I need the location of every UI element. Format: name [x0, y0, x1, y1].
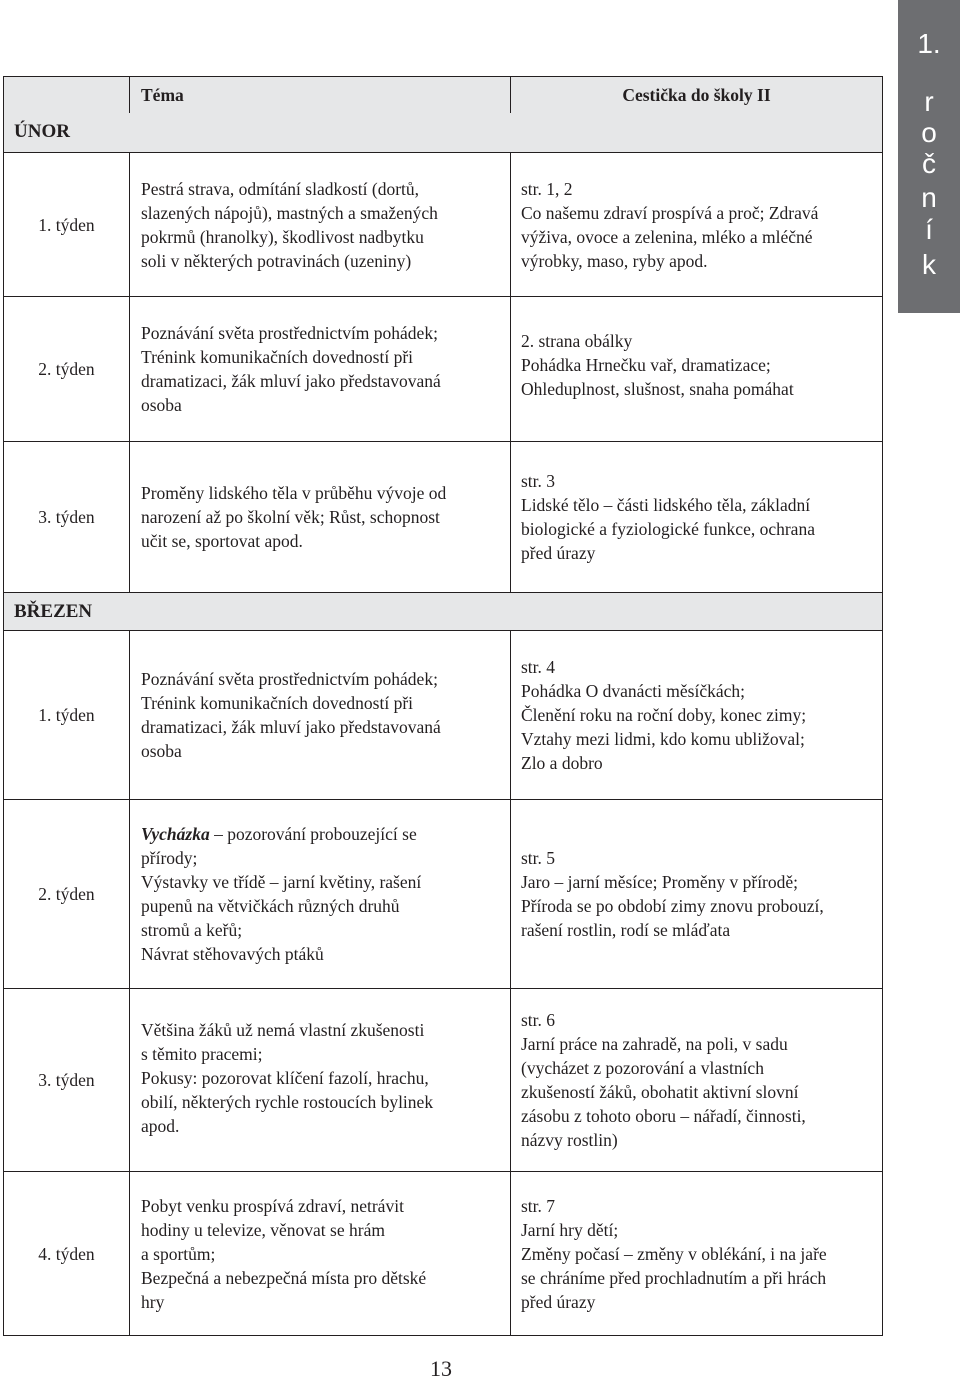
topic-line: Trénink komunikačních dovedností při	[141, 693, 414, 713]
side-tab-char: o	[921, 117, 937, 148]
reference-line: Jaro – jarní měsíce; Proměny v přírodě;	[521, 872, 799, 892]
week-cell: 2. týden	[4, 297, 130, 442]
column-header-topic: Téma	[130, 77, 511, 113]
table-row	[4, 800, 883, 989]
side-tab-char: í	[925, 214, 933, 245]
topic-line: Trénink komunikačních dovedností při	[141, 347, 414, 367]
reference-line: Lidské tělo – části lidského těla, základní	[521, 495, 811, 515]
month-row-brezen	[4, 593, 883, 631]
reference-line: Pohádka Hrnečku vař, dramatizace;	[521, 355, 771, 375]
topic-line: slazených nápojů), mastných a smažených	[141, 202, 438, 223]
reference-line: před úrazy	[521, 543, 596, 563]
reference-line: str. 5	[521, 848, 556, 868]
topic-line: narození až po školní věk; Růst, schopnost	[141, 507, 440, 527]
topic-line: hry	[141, 1291, 165, 1312]
topic-line: Bezpečná a nebezpečná místa pro dětské	[141, 1267, 427, 1288]
reference-line: Ohleduplnost, slušnost, snaha pomáhat	[521, 379, 794, 399]
reference-line: Jarní hry dětí;	[521, 1219, 619, 1240]
table-row	[4, 442, 883, 593]
topic-emphasis: Vycházka	[141, 824, 210, 844]
topic-cell	[130, 631, 511, 800]
topic-line: stromů a keřů;	[141, 920, 243, 940]
reference-line: str. 3	[521, 471, 556, 491]
reference-cell	[511, 1172, 883, 1336]
reference-cell	[511, 297, 883, 442]
reference-line: zásobu z tohoto oboru – nářadí, činnosti,	[521, 1106, 806, 1126]
reference-line: str. 1, 2	[521, 178, 573, 199]
topic-line: pokrmů (hranolky), škodlivost nadbytku	[141, 226, 424, 247]
topic-line: přírody;	[141, 848, 198, 868]
side-tab-char: 1.	[917, 28, 941, 59]
topic-line: Proměny lidského těla v průběhu vývoje od	[141, 483, 447, 503]
header-row	[4, 77, 883, 113]
topic-cell	[130, 1172, 511, 1336]
reference-line: názvy rostlin)	[521, 1130, 618, 1150]
reference-cell	[511, 442, 883, 593]
reference-line: před úrazy	[521, 1291, 596, 1312]
topic-line: a sportům;	[141, 1243, 216, 1264]
table-row	[4, 631, 883, 800]
topic-line: Poznávání světa prostřednictvím pohádek;	[141, 323, 438, 343]
table-row	[4, 297, 883, 442]
topic-line: Poznávání světa prostřednictvím pohádek;	[141, 669, 438, 689]
month-label: BŘEZEN	[14, 600, 93, 622]
topic-line: Většina žáků už nemá vlastní zkušenosti	[141, 1020, 425, 1040]
topic-line: dramatizaci, žák mluví jako představovaná	[141, 717, 441, 737]
column-header-reference: Cestička do školy II	[511, 77, 883, 113]
week-cell: 2. týden	[4, 800, 130, 989]
reference-line: str. 6	[521, 1010, 556, 1030]
reference-line: biologické a fyziologické funkce, ochrana	[521, 519, 815, 539]
side-tab-char: r	[924, 86, 934, 117]
week-cell: 3. týden	[4, 442, 130, 593]
topic-cell	[130, 800, 511, 989]
week-cell: 4. týden	[4, 1172, 130, 1336]
reference-line: 2. strana obálky	[521, 331, 633, 351]
topic-line: dramatizaci, žák mluví jako představovaná	[141, 371, 441, 391]
topic-cell	[130, 153, 511, 297]
topic-line: Pokusy: pozorovat klíčení fazolí, hrachu,	[141, 1068, 429, 1088]
reference-line: str. 4	[521, 657, 556, 677]
reference-line: výrobky, maso, ryby apod.	[521, 250, 708, 271]
reference-line: Zlo a dobro	[521, 753, 603, 773]
table-row	[4, 153, 883, 297]
topic-cell	[130, 442, 511, 593]
lesson-plan-table	[3, 76, 883, 1336]
table-row	[4, 1172, 883, 1336]
topic-line: pupenů na větvičkách různých druhů	[141, 896, 400, 916]
reference-cell	[511, 800, 883, 989]
week-cell: 1. týden	[4, 153, 130, 297]
reference-line: výživa, ovoce a zelenina, mléko a mléčné	[521, 226, 813, 247]
side-tab-char: č	[922, 148, 936, 179]
topic-line: Pestrá strava, odmítání sladkostí (dortů,	[141, 178, 420, 199]
topic-line: s těmito pracemi;	[141, 1044, 263, 1064]
page-number: 13	[430, 1356, 452, 1381]
topic-line: apod.	[141, 1116, 180, 1136]
month-row-unor	[4, 113, 883, 153]
week-cell: 1. týden	[4, 631, 130, 800]
topic-line: soli v některých potravinách (uzeniny)	[141, 250, 412, 271]
table-row	[4, 989, 883, 1172]
topic-line: Návrat stěhovavých ptáků	[141, 944, 324, 964]
reference-line: Pohádka O dvanácti měsíčkách;	[521, 681, 746, 701]
topic-text: – pozorování probouzející se	[209, 824, 417, 844]
topic-line: osoba	[141, 395, 182, 415]
reference-line: str. 7	[521, 1195, 556, 1216]
reference-line: Příroda se po období zimy znovu probouzí,	[521, 896, 824, 916]
reference-line: Vztahy mezi lidmi, kdo komu ubližoval;	[521, 729, 805, 749]
reference-line: Změny počasí – změny v oblékání, i na jaře	[521, 1243, 827, 1264]
topic-line: učit se, sportovat apod.	[141, 531, 303, 551]
topic-line	[141, 822, 500, 846]
reference-line: zkušeností žáků, obohatit aktivní slovní	[521, 1082, 799, 1102]
reference-cell	[511, 989, 883, 1172]
reference-line: Co našemu zdraví prospívá a proč; Zdravá	[521, 202, 819, 223]
reference-line: rašení rostlin, rodí se mláďata	[521, 920, 731, 940]
topic-line: osoba	[141, 741, 182, 761]
topic-line: hodiny u televize, věnovat se hrám	[141, 1219, 385, 1240]
grade-side-tab	[898, 0, 960, 313]
reference-line: Jarní práce na zahradě, na poli, v sadu	[521, 1034, 788, 1054]
reference-cell	[511, 153, 883, 297]
topic-line: obilí, některých rychle rostoucích bylinek	[141, 1092, 434, 1112]
reference-cell	[511, 631, 883, 800]
side-tab-char: n	[921, 182, 937, 213]
side-tab-char: k	[922, 249, 936, 280]
reference-line: (vycházet z pozorování a vlastních	[521, 1058, 764, 1078]
reference-line: se chráníme před prochladnutím a při hrách	[521, 1267, 827, 1288]
reference-line: Členění roku na roční doby, konec zimy;	[521, 705, 807, 725]
topic-cell	[130, 297, 511, 442]
month-label: ÚNOR	[14, 121, 70, 143]
topic-line: Výstavky ve třídě – jarní květiny, rašení	[141, 872, 422, 892]
topic-line: Pobyt venku prospívá zdraví, netrávit	[141, 1195, 404, 1216]
week-cell: 3. týden	[4, 989, 130, 1172]
topic-cell	[130, 989, 511, 1172]
